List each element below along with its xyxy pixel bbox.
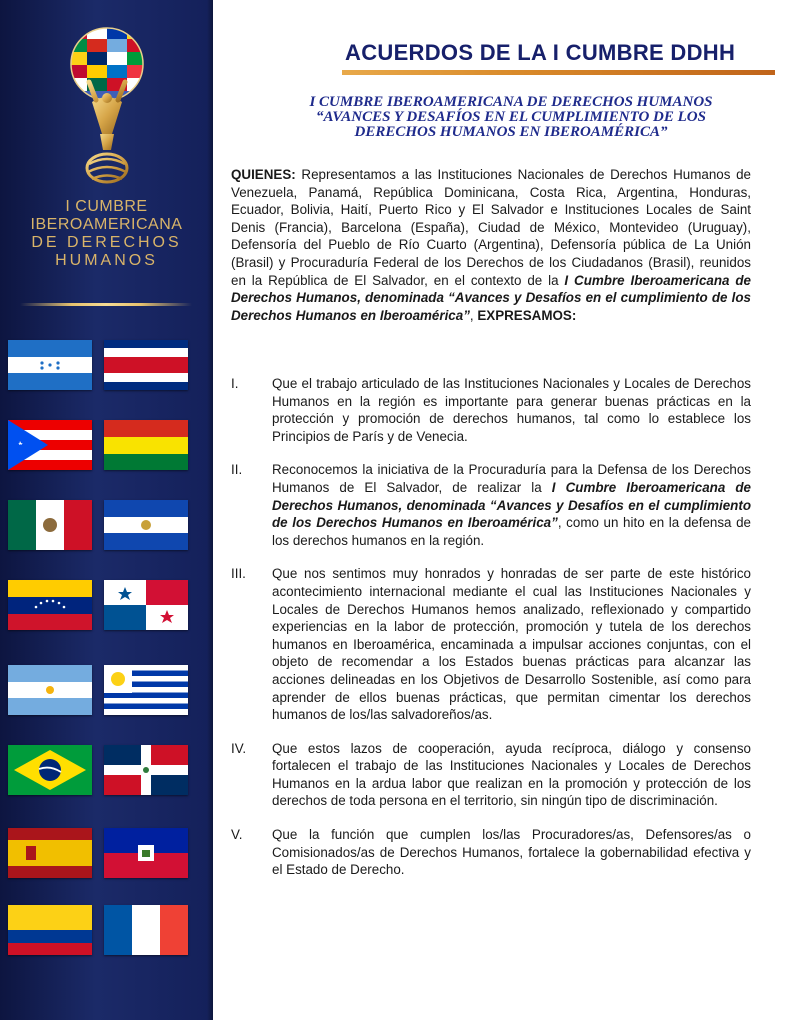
list-item-text: Que nos sentimos muy honrados y honradas de ser parte de este histórico acontecimiento internacional mediante el cual las Instituciones Nacionales y Locales de Derechos Humanos hemos analizado, reflexionado y compartido experiencias en la labor de protección, promoción y tutela de los derechos humanos en Iberoamérica, encaminada a impulsar acciones conjuntas, con el objeto de recomendar a los Estados buenas prácticas para alcanzar las acciones delineadas en los Objetivos de Desarrollo Sostenible, así como para aprender de ellos buenas prácticas, que permitan cimentar los derechos humanos de los/las salvadoreños/as. — [272, 566, 751, 723]
list-item-number: I. — [231, 376, 239, 391]
flag-honduras — [8, 340, 92, 390]
document-subtitle — [222, 95, 800, 140]
brand-line-3: DE DERECHOS — [31, 234, 182, 251]
flag-france — [104, 905, 188, 955]
flag-costa-rica — [104, 340, 188, 390]
flag-puerto-rico — [8, 420, 92, 470]
summit-logo — [52, 22, 162, 187]
list-item-text: Que el trabajo articulado de las Instituciones Nacionales y Locales de Derechos Humanos en la región es importante para generar buenas prácticas en la protección y promoción de derechos humanos, tal como lo establece los Principios de París y de Venecia. — [272, 376, 751, 444]
brand-line-4: HUMANOS — [55, 252, 158, 269]
brand-line-1: I CUMBRE — [65, 198, 148, 215]
flag-bolivia — [104, 420, 188, 470]
intro-text: Representamos a las Instituciones Nacionales de Derechos Humanos de Venezuela, Panamá, República Dominicana, Costa Rica, Argentina, Honduras, Ecuador, Bolivia, Haití, Puerto Rico y El Salvador e Instituciones Locales de Saint Denis (Francia), Barcelona (España), Ciudad de México, Montevideo (Uruguay), Defensoría del Pueblo de Río Cuarto (Argentina), Defensoría pública de La Unión (Brasil) y Procuraduría Federal de los Derechos de los Ciudadanos (Brasil), reunidos en la República de El Salvador, en el contexto de la — [231, 167, 751, 288]
flag-mexico — [8, 500, 92, 550]
list-item-number: V. — [231, 827, 243, 843]
list-item — [231, 826, 751, 879]
list-item-number: III. — [231, 566, 246, 582]
list-item-number: IV. — [231, 740, 247, 756]
subtitle-line-1: I CUMBRE IBEROAMERICANA DE DERECHOS HUMANOS — [309, 94, 713, 110]
brand-line-2: IBEROAMERICANA — [30, 216, 183, 233]
document-title: ACUERDOS DE LA I CUMBRE DDHH — [345, 40, 736, 65]
list-item-text-end: , como un hito en la defensa de los derechos humanos en la región. — [272, 515, 751, 548]
gold-divider — [20, 303, 192, 306]
subtitle-line-3: DERECHOS HUMANOS EN IBEROAMÉRICA” — [354, 124, 668, 140]
flag-el-salvador — [104, 500, 188, 550]
flag-haiti — [104, 828, 188, 878]
flag-dominican-republic — [104, 745, 188, 795]
list-item-text: Que estos lazos de cooperación, ayuda recíproca, diálogo y consenso fortalecen el trabajo de las Instituciones Nacionales y Locales de Derechos Humanos en la ardua labor que realizan en la promoción y protección de los derechos de toda persona en el territorio, sin ningún tipo de discriminación. — [272, 740, 751, 809]
flag-venezuela — [8, 580, 92, 630]
flag-panama — [104, 580, 188, 630]
list-item-number: II. — [231, 462, 243, 478]
list-item — [231, 740, 751, 810]
list-item-text: Reconocemos la iniciativa de la Procuraduría para la Defensa de los Derechos Humanos de El Salvador, de realizar la — [272, 462, 751, 495]
intro-closing: EXPRESAMOS: — [477, 307, 577, 323]
flag-spain — [8, 828, 92, 878]
title-underline-bar — [342, 70, 775, 75]
list-item — [231, 461, 751, 549]
list-item-emphasis: I Cumbre Iberoamericana de Derechos Humanos, denominada “Avances y Desafíos en el cumplimiento de los Derechos Humanos en Iberoamérica” — [272, 479, 751, 531]
flag-uruguay — [104, 665, 188, 715]
intro-label: QUIENES: — [231, 167, 296, 182]
subtitle-line-2: “AVANCES Y DESAFÍOS EN EL CUMPLIMIENTO DE LOS — [316, 109, 706, 125]
intro-emphasis: I Cumbre Iberoamericana de Derechos Humanos, denominada “Avances y Desafíos en el cumplimiento de los Derechos Humanos en Iberoamérica” — [231, 272, 751, 323]
intro-separator: , — [469, 307, 478, 323]
list-item — [231, 375, 751, 445]
intro-paragraph — [231, 166, 751, 324]
list-item — [231, 565, 751, 723]
list-item-text: Que la función que cumplen los/las Procuradores/as, Defensores/as o Comisionados/as de Derechos Humanos, fortalece la gobernabilidad efectiva y el Estado de Derecho. — [272, 827, 751, 878]
flag-brazil — [8, 745, 92, 795]
flag-colombia — [8, 905, 92, 955]
agreements-list — [231, 375, 751, 895]
sidebar-banner — [0, 0, 213, 1020]
summit-brand-text — [0, 198, 213, 270]
flag-argentina — [8, 665, 92, 715]
